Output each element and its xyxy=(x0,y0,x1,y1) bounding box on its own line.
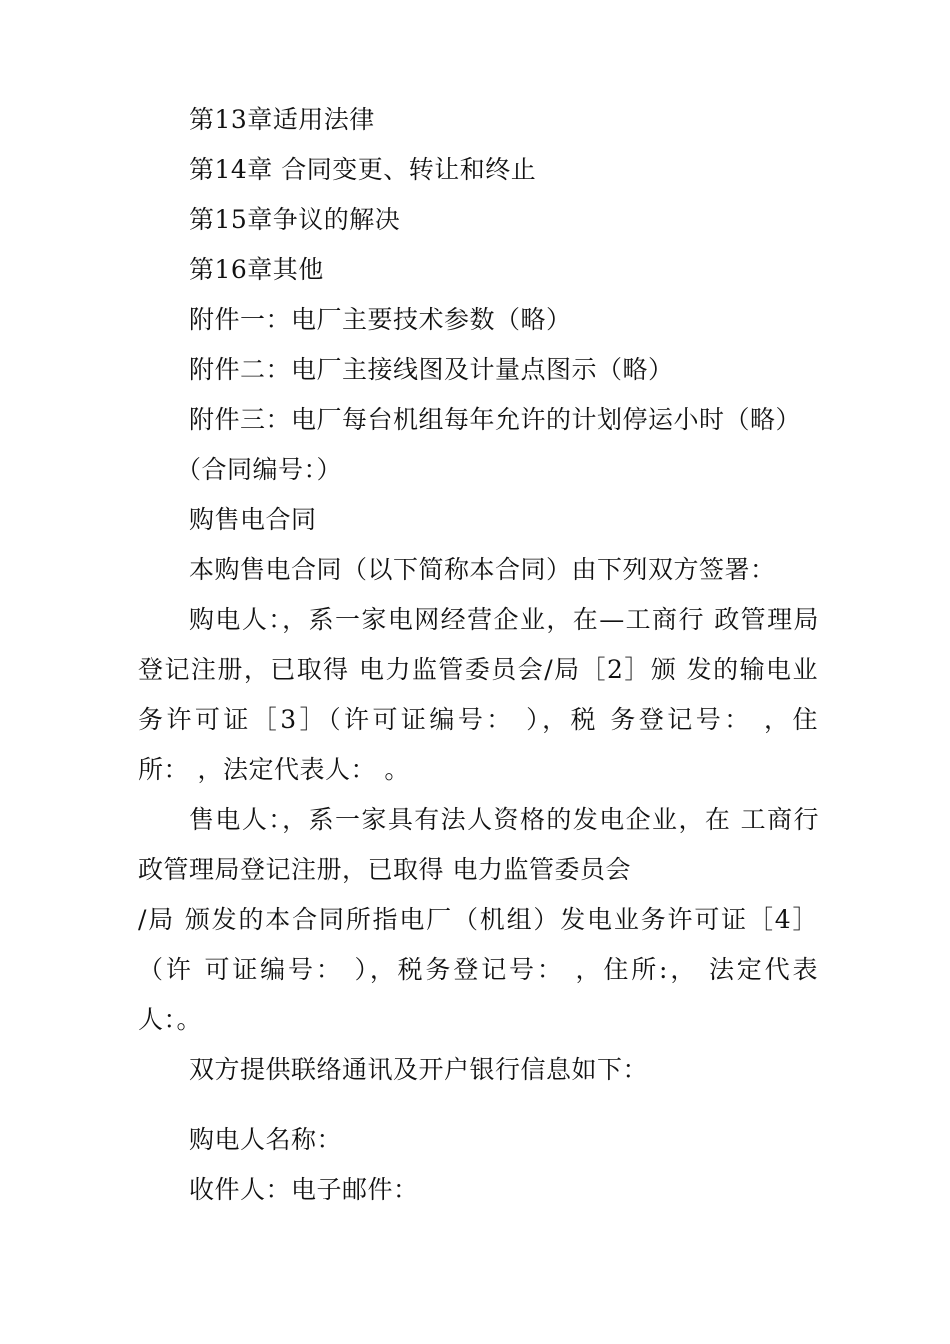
toc-appendix-1: 附件一：电厂主要技术参数（略） xyxy=(189,305,572,334)
contract-number: （合同编号：） xyxy=(176,455,343,484)
seller-paragraph-line: /局 颁发的本合同所指电厂（机组）发电业务许可证［4］ xyxy=(138,905,818,934)
seller-paragraph-line: 售电人：，系一家具有法人资格的发电企业，在 工商行 xyxy=(189,805,819,834)
toc-chapter-13: 第13章适用法律 xyxy=(189,105,375,134)
toc-appendix-2: 附件二：电厂主接线图及计量点图示（略） xyxy=(189,355,674,384)
toc-chapter-16: 第16章其他 xyxy=(189,255,324,284)
toc-appendix-3: 附件三：电厂每台机组每年允许的计划停运小时（略） xyxy=(189,405,802,434)
contract-intro: 本购售电合同（以下简称本合同）由下列双方签署： xyxy=(189,555,776,584)
contract-title: 购售电合同 xyxy=(189,505,317,534)
contact-intro: 双方提供联络通讯及开户银行信息如下： xyxy=(189,1055,649,1084)
seller-paragraph-line: 人：。 xyxy=(138,1005,203,1034)
toc-chapter-14: 第14章 合同变更、转让和终止 xyxy=(189,155,537,184)
buyer-paragraph-line: 务许可证［3］（许可证编号： ），税 务登记号： ，住 xyxy=(138,705,818,734)
toc-chapter-15: 第15章争议的解决 xyxy=(189,205,401,234)
buyer-paragraph-line: 登记注册，已取得 电力监管委员会/局［2］颁 发的输电业 xyxy=(138,655,818,684)
seller-paragraph-line: （许 可证编号： ），税务登记号： ，住所:， 法定代表 xyxy=(138,955,818,984)
buyer-paragraph-line: 所： ，法定代表人： 。 xyxy=(138,755,410,784)
buyer-name-label: 购电人名称： xyxy=(189,1125,343,1154)
buyer-paragraph-line: 购电人：，系一家电网经营企业，在—工商行 政管理局 xyxy=(189,605,819,634)
recipient-label: 收件人：电子邮件： xyxy=(189,1175,419,1204)
seller-paragraph-line: 政管理局登记注册，已取得 电力监管委员会 xyxy=(138,855,631,884)
